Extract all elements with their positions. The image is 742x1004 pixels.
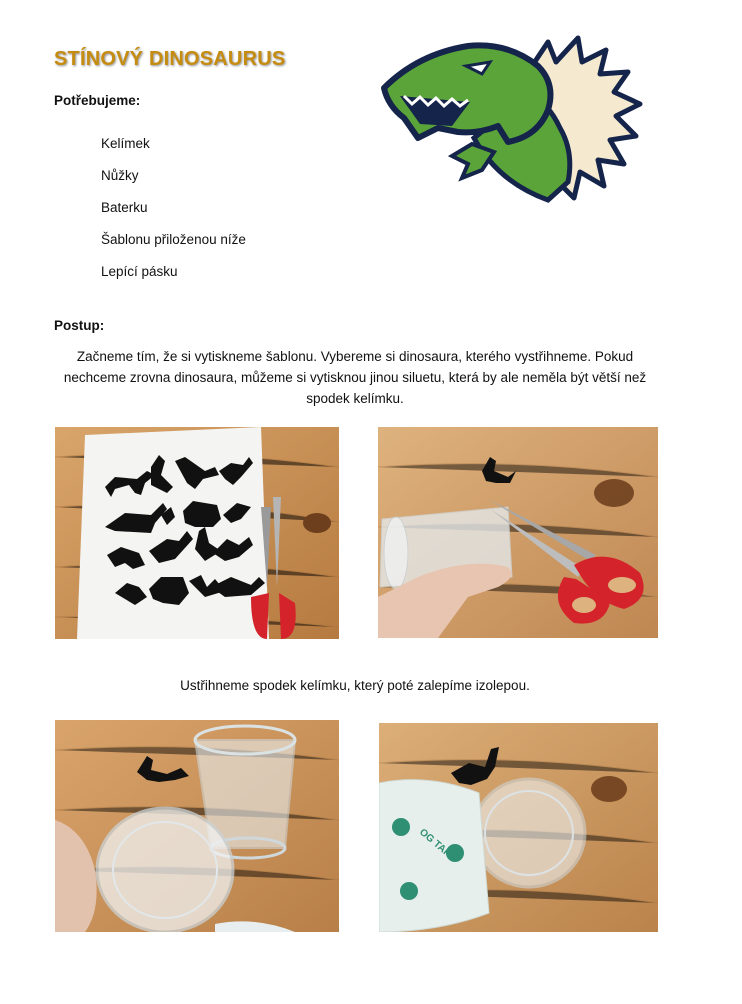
tape-label: OG TAPE bbox=[417, 826, 459, 864]
list-item: Šablonu přiloženou níže bbox=[101, 232, 246, 247]
list-item: Lepící pásku bbox=[101, 264, 178, 279]
procedure-heading: Postup: bbox=[54, 318, 105, 333]
paragraph-cut: Ustřihneme spodek kelímku, který poté zalepíme izolepou. bbox=[180, 678, 530, 693]
cup-and-scissors-photo bbox=[378, 427, 658, 638]
dinosaur-logo bbox=[378, 32, 658, 209]
taping-cup-photo bbox=[379, 723, 658, 932]
page-title: STÍNOVÝ DINOSAURUS bbox=[54, 48, 286, 70]
cut-cup-bottom-photo bbox=[55, 720, 339, 932]
needs-heading: Potřebujeme: bbox=[54, 93, 141, 108]
needs-list bbox=[101, 136, 246, 296]
list-item: Baterku bbox=[101, 200, 148, 215]
list-item: Kelímek bbox=[101, 136, 150, 151]
paragraph-intro: Začneme tím, že si vytiskneme šablonu. Vybereme si dinosaura, kterého vystřihneme. Pokud nechceme zrovna dinosaura, můžeme si vytisknou jinou siluetu, která by ale neměla být větší než spodek kelímku. bbox=[63, 349, 647, 406]
template-sheet-photo bbox=[55, 427, 339, 639]
list-item: Nůžky bbox=[101, 168, 139, 183]
